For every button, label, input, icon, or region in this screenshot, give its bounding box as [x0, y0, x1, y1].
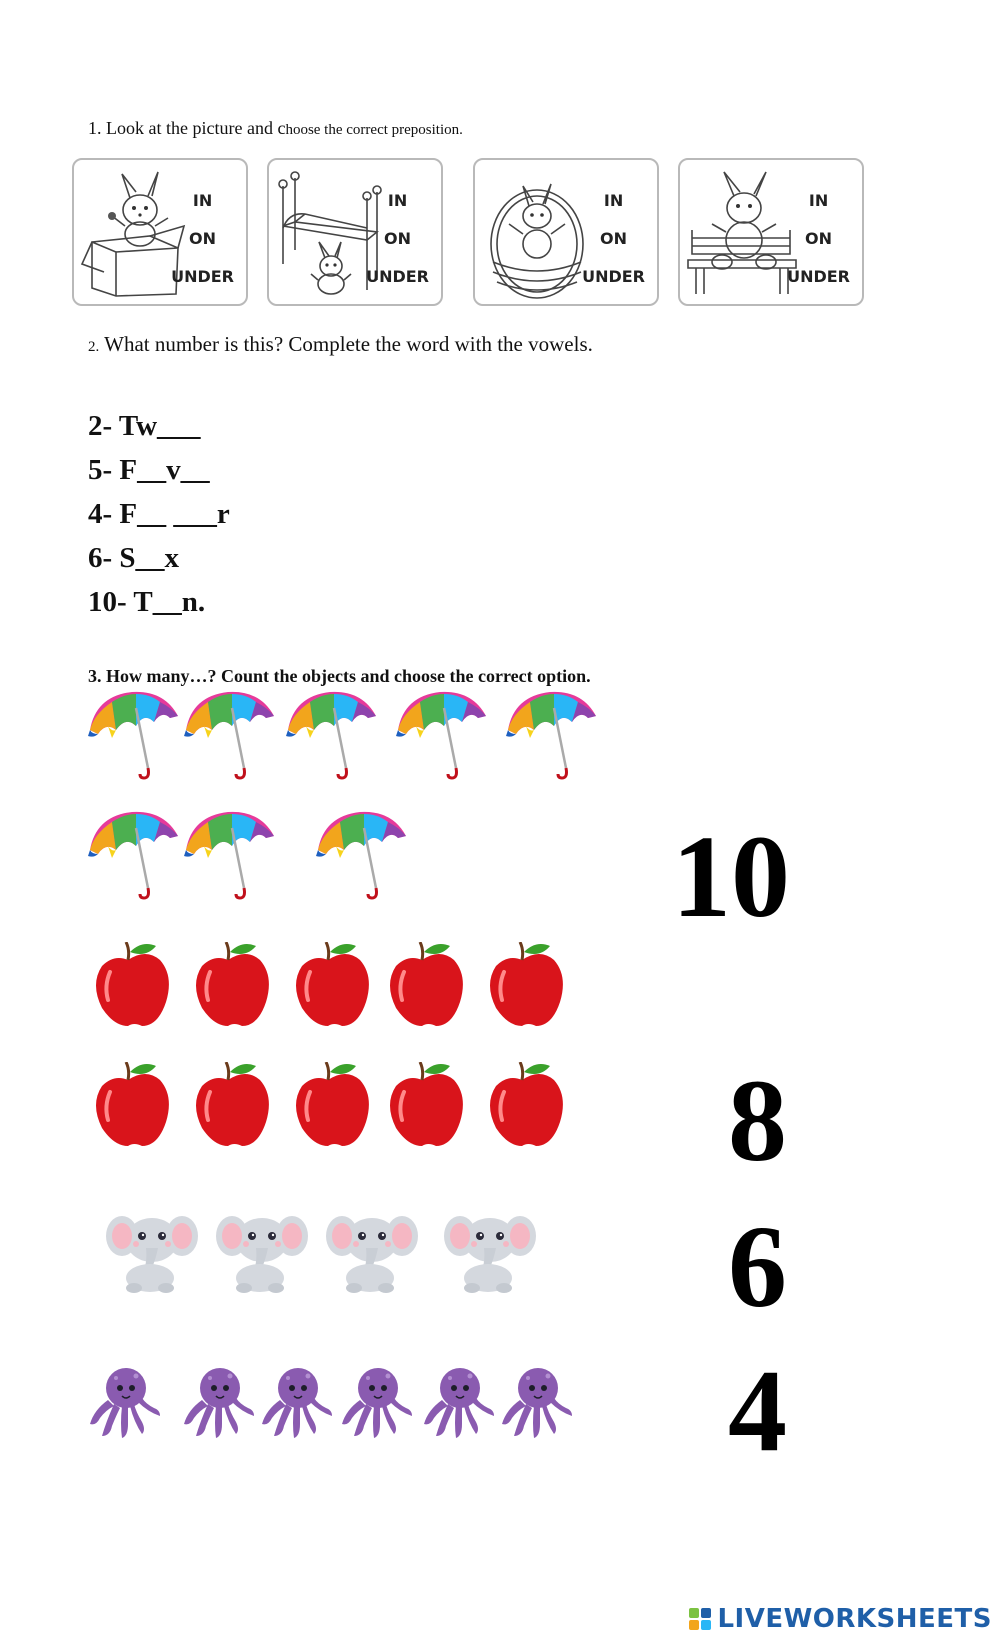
- apple-icon: [296, 942, 369, 1026]
- option-in[interactable]: IN: [387, 191, 408, 210]
- apple-icon: [96, 1062, 169, 1146]
- octopus-icon: [262, 1368, 332, 1438]
- question-3-title: 3. How many…? Count the objects and choose the correct option.: [88, 666, 591, 686]
- word-list: [88, 404, 230, 624]
- octopus-icon: [342, 1368, 412, 1438]
- picture-card-1: [72, 158, 248, 306]
- apple-group: [86, 1062, 586, 1152]
- octopus-icon: [184, 1368, 254, 1438]
- word-item-two[interactable]: 2- Tw___: [88, 410, 201, 442]
- question-1-text-small: hoose the correct preposition.: [285, 122, 463, 138]
- option-number-four[interactable]: 4: [728, 1345, 787, 1476]
- option-number-six[interactable]: 6: [728, 1201, 787, 1332]
- umbrella-icon: [506, 692, 596, 778]
- umbrella-icon: [396, 692, 486, 778]
- umbrella-icon: [88, 812, 178, 898]
- umbrella-icon: [316, 812, 406, 898]
- option-in[interactable]: IN: [603, 191, 624, 210]
- liveworksheets-logo: [689, 1604, 992, 1634]
- option-number-eight[interactable]: 8: [728, 1055, 787, 1186]
- apple-icon: [196, 1062, 269, 1146]
- option-on[interactable]: ON: [189, 229, 217, 248]
- apple-icon: [490, 1062, 563, 1146]
- elephant-row: [106, 1202, 566, 1303]
- option-on[interactable]: ON: [805, 229, 833, 248]
- logo-squares-icon: [689, 1608, 711, 1630]
- umbrella-row-1: [86, 688, 606, 789]
- word-item-five[interactable]: 5- F__v__: [88, 454, 210, 486]
- word-item-four[interactable]: 4- F__ ___r: [88, 498, 230, 530]
- apple-group: [86, 942, 586, 1032]
- option-under[interactable]: UNDER: [171, 267, 234, 286]
- option-on[interactable]: ON: [600, 229, 628, 248]
- apple-icon: [390, 1062, 463, 1146]
- apple-icon: [196, 942, 269, 1026]
- octopus-icon: [502, 1368, 572, 1438]
- apple-row-2: [86, 1062, 586, 1157]
- question-2-number: 2.: [88, 339, 100, 355]
- option-under[interactable]: UNDER: [366, 267, 429, 286]
- umbrella-icon: [286, 692, 376, 778]
- umbrella-row-2: [86, 808, 426, 909]
- elephant-group: [106, 1202, 566, 1298]
- options-card-1: [171, 182, 234, 296]
- picture-card-4: [678, 158, 864, 306]
- umbrella-icon: [184, 692, 274, 778]
- option-under[interactable]: UNDER: [787, 267, 850, 286]
- elephant-icon: [216, 1216, 308, 1293]
- option-on[interactable]: ON: [384, 229, 412, 248]
- apple-icon: [490, 942, 563, 1026]
- options-card-4: [787, 182, 850, 296]
- question-2-text: What number is this? Complete the word with the vowels.: [104, 332, 593, 356]
- picture-card-3: [473, 158, 659, 306]
- elephant-icon: [326, 1216, 418, 1293]
- word-item-ten[interactable]: 10- T__n.: [88, 586, 206, 618]
- apple-icon: [296, 1062, 369, 1146]
- word-item-six[interactable]: 6- S__x: [88, 542, 180, 574]
- option-in[interactable]: IN: [192, 191, 213, 210]
- question-1-title: [88, 118, 463, 139]
- umbrella-group: [86, 688, 606, 784]
- picture-card-2: [267, 158, 443, 306]
- octopus-row: [86, 1366, 586, 1451]
- question-1-number: 1.: [88, 118, 102, 138]
- elephant-icon: [106, 1216, 198, 1293]
- apple-row-1: [86, 942, 586, 1037]
- octopus-group: [86, 1366, 586, 1446]
- octopus-icon: [90, 1368, 160, 1438]
- brand-name: LIVEWORKSHEETS: [717, 1604, 992, 1634]
- option-number-ten[interactable]: 10: [672, 811, 790, 942]
- question-1-text: Look at the picture and c: [106, 118, 286, 138]
- apple-icon: [96, 942, 169, 1026]
- octopus-icon: [424, 1368, 494, 1438]
- question-2-title: [88, 332, 593, 357]
- option-in[interactable]: IN: [808, 191, 829, 210]
- option-under[interactable]: UNDER: [582, 267, 645, 286]
- umbrella-icon: [184, 812, 274, 898]
- options-card-2: [366, 182, 429, 296]
- umbrella-group: [86, 808, 426, 904]
- umbrella-icon: [88, 692, 178, 778]
- apple-icon: [390, 942, 463, 1026]
- elephant-icon: [444, 1216, 536, 1293]
- options-card-3: [582, 182, 645, 296]
